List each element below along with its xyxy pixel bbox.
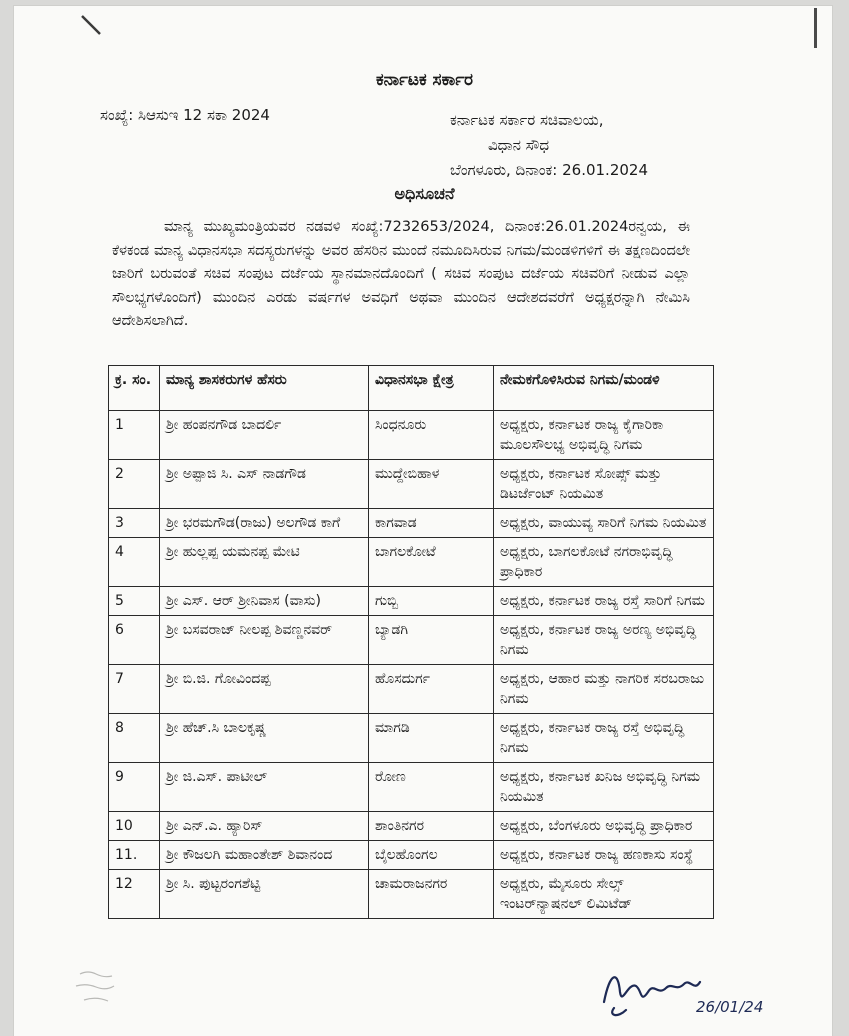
table-row xyxy=(109,841,714,870)
address-date-line: ಬೆಂಗಳೂರು, ದಿನಾಂಕ: 26.01.2024 xyxy=(450,161,648,179)
cell-constituency: ಬಾಗಲಕೋಟೆ xyxy=(369,538,494,587)
cell-corporation: ಅಧ್ಯಕ್ಷರು, ಕರ್ನಾಟಕ ರಾಜ್ಯ ಹಣಕಾಸು ಸಂಸ್ಥೆ xyxy=(494,841,714,870)
cell-corporation: ಅಧ್ಯಕ್ಷರು, ವಾಯುವ್ಯ ಸಾರಿಗೆ ನಿಗಮ ನಿಯಮಿತ xyxy=(494,509,714,538)
cell-serial: 10 xyxy=(109,812,160,841)
table-header-row xyxy=(109,366,714,411)
cell-serial: 8 xyxy=(109,714,160,763)
cell-name: ಶ್ರೀ ಹೆಚ್.ಸಿ ಬಾಲಕೃಷ್ಣ xyxy=(160,714,369,763)
address-line: ಕರ್ನಾಟಕ ಸರ್ಕಾರ ಸಚಿವಾಲಯ, xyxy=(450,111,604,129)
cell-name: ಶ್ರೀ ಹುಲ್ಲಪ್ಪ ಯಮನಪ್ಪ ಮೇಟಿ xyxy=(160,538,369,587)
cell-constituency: ಮುದ್ದೇಬಿಹಾಳ xyxy=(369,460,494,509)
cell-serial: 11. xyxy=(109,841,160,870)
cell-serial: 5 xyxy=(109,587,160,616)
signature-date: 26/01/24 xyxy=(696,998,764,1016)
signature xyxy=(596,962,764,1022)
cell-constituency: ಗುಬ್ಬಿ xyxy=(369,587,494,616)
cell-name: ಶ್ರೀ ಜಿ.ಎಸ್. ಪಾಟೀಲ್ xyxy=(160,763,369,812)
table-row xyxy=(109,870,714,919)
cell-name: ಶ್ರೀ ಬಿ.ಜಿ. ಗೋವಿಂದಪ್ಪ xyxy=(160,665,369,714)
cell-name: ಶ್ರೀ ಎಸ್. ಆರ್ ಶ್ರೀನಿವಾಸ (ವಾಸು) xyxy=(160,587,369,616)
margin-mark xyxy=(80,14,102,36)
cell-constituency: ಮಾಗಡಿ xyxy=(369,714,494,763)
cell-serial: 1 xyxy=(109,411,160,460)
table-row xyxy=(109,509,714,538)
cell-constituency: ರೋಣ xyxy=(369,763,494,812)
cell-corporation: ಅಧ್ಯಕ್ಷರು, ಕರ್ನಾಟಕ ಖನಿಜ ಅಭಿವೃದ್ಧಿ ನಿಗಮ ನಿಯಮಿತ xyxy=(494,763,714,812)
notification-text: ಮಾನ್ಯ ಮುಖ್ಯಮಂತ್ರಿಯವರ ನಡವಳಿ ಸಂಖ್ಯೆ:7232653/2024, ದಿನಾಂಕ:26.01.2024ರನ್ವಯ, ಈ ಕೆಳಕಂಡ ಮಾನ್ಯ ವಿಧಾನಸಭಾ ಸದಸ್ಯರುಗಳನ್ನು ಅವರ ಹೆಸರಿನ ಮುಂದೆ ನಮೂದಿಸಿರುವ ನಿಗಮ/ಮಂಡಳಿಗಳಿಗೆ ಈ ತಕ್ಷಣದಿಂದಲೇ ಜಾರಿಗೆ ಬರುವಂತೆ ಸಚಿವ ಸಂಪುಟ ದರ್ಜೆಯ ಸ್ಥಾನಮಾನದೊಂದಿಗೆ ( ಸಚಿವ ಸಂಪುಟ ದರ್ಜೆಯ ಸಚಿವರಿಗೆ ನೀಡುವ ಎಲ್ಲಾ ಸೌಲಭ್ಯಗಳೊಂದಿಗೆ) ಮುಂದಿನ ಎರಡು ವರ್ಷಗಳ ಅವಧಿಗೆ ಅಥವಾ ಮುಂದಿನ ಆದೇಶದವರೆಗೆ ಅಧ್ಯಕ್ಷರನ್ನಾಗಿ ನೇಮಿಸಿ ಆದೇಶಿಸಲಾಗಿದೆ. xyxy=(112,219,690,329)
cell-constituency: ಶಾಂತಿನಗರ xyxy=(369,812,494,841)
column-header-constituency: ವಿಧಾನಸಭಾ ಕ್ಷೇತ್ರ xyxy=(369,366,494,411)
margin-line xyxy=(814,8,817,48)
cell-corporation: ಅಧ್ಯಕ್ಷರು, ಮೈಸೂರು ಸೇಲ್ಸ್ ಇಂಟರ್‌ನ್ಯಾಷನಲ್ ಲಿಮಿಟೆಡ್ xyxy=(494,870,714,919)
table-row xyxy=(109,538,714,587)
document-heading: ಕರ್ನಾಟಕ ಸರ್ಕಾರ xyxy=(375,70,474,90)
reference-number: ಸಂಖ್ಯೆ: ಸಿಆಸುಇ 12 ಸಕಾ 2024 xyxy=(100,106,270,124)
cell-name: ಶ್ರೀ ಹಂಪನಗೌಡ ಬಾದರ್ಲಿ xyxy=(160,411,369,460)
cell-name: ಶ್ರೀ ಎನ್.ಎ. ಹ್ಯಾರಿಸ್ xyxy=(160,812,369,841)
address-block xyxy=(450,108,710,183)
cell-constituency: ಕಾಗವಾಡ xyxy=(369,509,494,538)
table-row xyxy=(109,763,714,812)
cell-corporation: ಅಧ್ಯಕ್ಷರು, ಕರ್ನಾಟಕ ಸೋಪ್ಸ್ ಮತ್ತು ಡಿಟರ್ಜೆಂಟ್ ನಿಯಮಿತ xyxy=(494,460,714,509)
cell-corporation: ಅಧ್ಯಕ್ಷರು, ಆಹಾರ ಮತ್ತು ನಾಗರಿಕ ಸರಬರಾಜು ನಿಗಮ xyxy=(494,665,714,714)
cell-serial: 4 xyxy=(109,538,160,587)
cell-serial: 7 xyxy=(109,665,160,714)
cell-name: ಶ್ರೀ ಕೌಜಲಗಿ ಮಹಾಂತೇಶ್ ಶಿವಾನಂದ xyxy=(160,841,369,870)
cell-name: ಶ್ರೀ ಬಸವರಾಜ್ ನೀಲಪ್ಪ ಶಿವಣ್ಣನವರ್ xyxy=(160,616,369,665)
cell-corporation: ಅಧ್ಯಕ್ಷರು, ಕರ್ನಾಟಕ ರಾಜ್ಯ ಕೈಗಾರಿಕಾ ಮೂಲಸೌಲಭ್ಯ ಅಭಿವೃದ್ಧಿ ನಿಗಮ xyxy=(494,411,714,460)
table-row xyxy=(109,411,714,460)
table-row xyxy=(109,714,714,763)
notification-body xyxy=(112,216,690,334)
table-row xyxy=(109,665,714,714)
cell-constituency: ಬ್ಯಾಡಗಿ xyxy=(369,616,494,665)
cell-constituency: ಚಾಮರಾಜನಗರ xyxy=(369,870,494,919)
column-header-serial: ಕ್ರ. ಸಂ. xyxy=(109,366,160,411)
cell-constituency: ಹೊಸದುರ್ಗ xyxy=(369,665,494,714)
table-row xyxy=(109,616,714,665)
cell-name: ಶ್ರೀ ಭರಮಗೌಡ(ರಾಜು) ಅಲಗೌಡ ಕಾಗೆ xyxy=(160,509,369,538)
table-row xyxy=(109,587,714,616)
cell-serial: 12 xyxy=(109,870,160,919)
table-row xyxy=(109,812,714,841)
cell-name: ಶ್ರೀ ಸಿ. ಪುಟ್ಟರಂಗಶೆಟ್ಟಿ xyxy=(160,870,369,919)
cell-corporation: ಅಧ್ಯಕ್ಷರು, ಕರ್ನಾಟಕ ರಾಜ್ಯ ರಸ್ತೆ ಸಾರಿಗೆ ನಿಗಮ xyxy=(494,587,714,616)
cell-serial: 2 xyxy=(109,460,160,509)
cell-corporation: ಅಧ್ಯಕ್ಷರು, ಕರ್ನಾಟಕ ರಾಜ್ಯ ರಸ್ತೆ ಅಭಿವೃದ್ಧಿ ನಿಗಮ xyxy=(494,714,714,763)
address-line: ವಿಧಾನ ಸೌಧ xyxy=(488,136,550,154)
notification-title: ಅಧಿಸೂಚನೆ xyxy=(394,184,455,203)
cell-serial: 9 xyxy=(109,763,160,812)
column-header-corporation: ನೇಮಕಗೊಳಿಸಿರುವ ನಿಗಮ/ಮಂಡಳಿ xyxy=(494,366,714,411)
cell-corporation: ಅಧ್ಯಕ್ಷರು, ಕರ್ನಾಟಕ ರಾಜ್ಯ ಅರಣ್ಯ ಅಭಿವೃದ್ಧಿ ನಿಗಮ xyxy=(494,616,714,665)
column-header-name: ಮಾನ್ಯ ಶಾಸಕರುಗಳ ಹೆಸರು xyxy=(160,366,369,411)
cell-serial: 3 xyxy=(109,509,160,538)
appointments-table xyxy=(108,365,714,919)
cell-corporation: ಅಧ್ಯಕ್ಷರು, ಬೆಂಗಳೂರು ಅಭಿವೃದ್ಧಿ ಪ್ರಾಧಿಕಾರ xyxy=(494,812,714,841)
cell-constituency: ಬೈಲಹೊಂಗಲ xyxy=(369,841,494,870)
cell-serial: 6 xyxy=(109,616,160,665)
table-row xyxy=(109,460,714,509)
cell-corporation: ಅಧ್ಯಕ್ಷರು, ಬಾಗಲಕೋಟೆ ನಗರಾಭಿವೃದ್ಧಿ ಪ್ರಾಧಿಕಾರ xyxy=(494,538,714,587)
cell-name: ಶ್ರೀ ಅಪ್ಪಾಜಿ ಸಿ. ಎಸ್ ನಾಡಗೌಡ xyxy=(160,460,369,509)
stamp-trace xyxy=(70,960,190,1020)
cell-constituency: ಸಿಂಧನೂರು xyxy=(369,411,494,460)
